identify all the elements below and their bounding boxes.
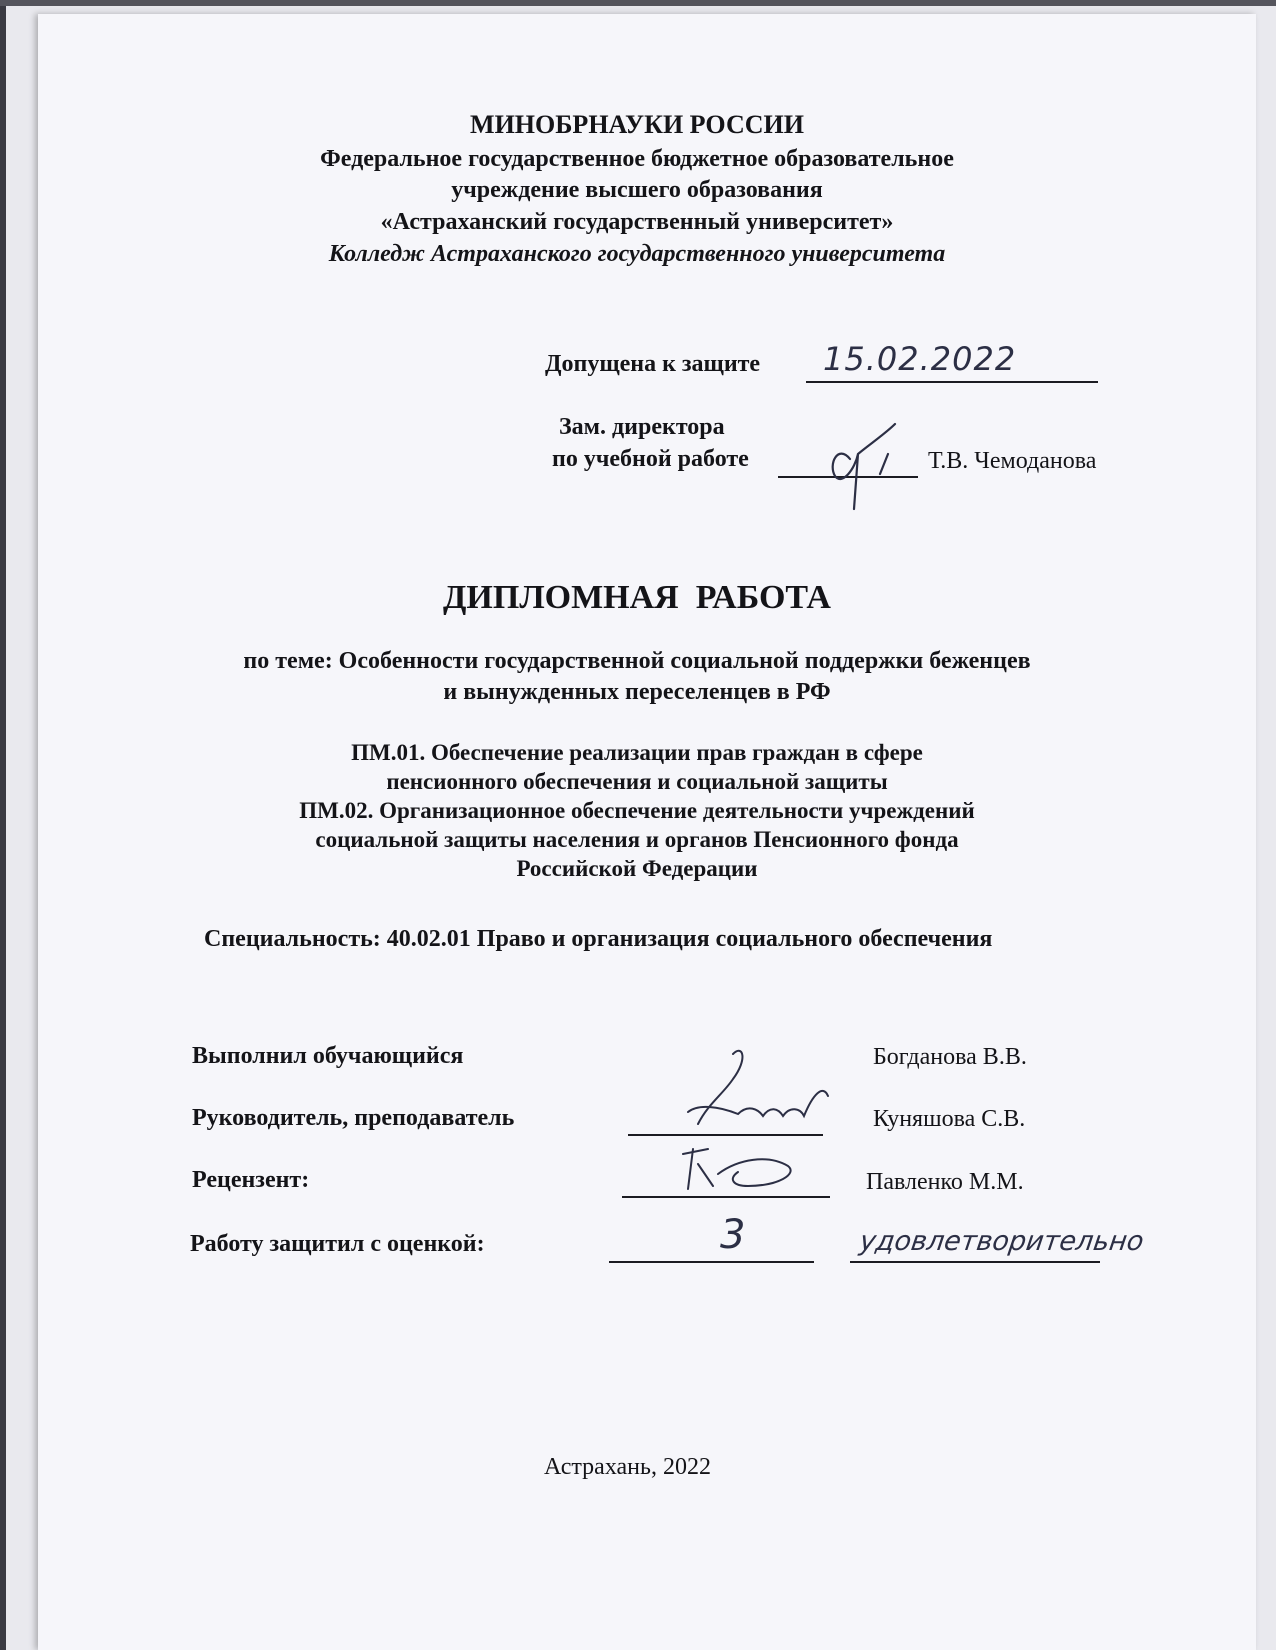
- supervisor-label: Руководитель, преподаватель: [192, 1105, 515, 1131]
- module-pm02-line-3: Российской Федерации: [516, 856, 758, 881]
- college-name: Колледж Астраханского государственного университета: [328, 241, 946, 267]
- topic-line-1: по теме: Особенности государственной социальной поддержки беженцев: [243, 648, 1031, 674]
- grade-word-handwritten: удовлетворительно: [857, 1226, 1146, 1257]
- module-pm01-line-2: пенсионного обеспечения и социальной защиты: [386, 769, 888, 794]
- grade-word-line: [850, 1261, 1100, 1263]
- scan-edge-top: [0, 0, 1276, 6]
- supervisor-signature: [648, 1034, 838, 1144]
- deputy-title: Зам. директора: [559, 414, 725, 440]
- module-pm01-line-1: ПМ.01. Обеспечение реализации прав граждан в сфере: [351, 740, 923, 765]
- deputy-name: Т.В. Чемоданова: [928, 448, 1097, 474]
- admitted-date-handwritten: 15.02.2022: [823, 340, 1017, 378]
- scan-edge: [0, 0, 6, 1650]
- admitted-label: Допущена к защите: [545, 351, 761, 377]
- document-page: [38, 14, 1256, 1650]
- ministry-name: МИНОБРНАУКИ РОССИИ: [470, 110, 804, 139]
- institution-line-2: учреждение высшего образования: [451, 177, 823, 203]
- topic-line-2: и вынужденных переселенцев в РФ: [443, 679, 831, 705]
- deputy-subtitle: по учебной работе: [552, 446, 749, 472]
- grade-label: Работу защитил с оценкой:: [190, 1231, 485, 1257]
- grade-value-handwritten: 3: [720, 1212, 746, 1258]
- module-pm02-line-2: социальной защиты населения и органов Пенсионного фонда: [315, 827, 959, 852]
- institution-line-1: Федеральное государственное бюджетное образовательное: [320, 146, 954, 172]
- reviewer-signature: [668, 1134, 808, 1204]
- reviewer-label: Рецензент:: [192, 1167, 310, 1193]
- document-title: ДИПЛОМНАЯ РАБОТА: [443, 579, 831, 616]
- student-name: Богданова В.В.: [873, 1044, 1027, 1070]
- grade-value-line: [609, 1261, 814, 1263]
- specialty: Специальность: 40.02.01 Право и организация социального обеспечения: [204, 926, 993, 952]
- supervisor-name: Куняшова С.В.: [873, 1106, 1026, 1132]
- admitted-date-line: [806, 381, 1098, 383]
- university-name: «Астраханский государственный университет»: [380, 209, 894, 235]
- student-label: Выполнил обучающийся: [192, 1043, 464, 1069]
- module-pm02-line-1: ПМ.02. Организационное обеспечение деятельности учреждений: [299, 798, 975, 823]
- city-year: Астрахань, 2022: [544, 1454, 711, 1480]
- deputy-signature: [810, 414, 920, 514]
- reviewer-name: Павленко М.М.: [866, 1169, 1024, 1195]
